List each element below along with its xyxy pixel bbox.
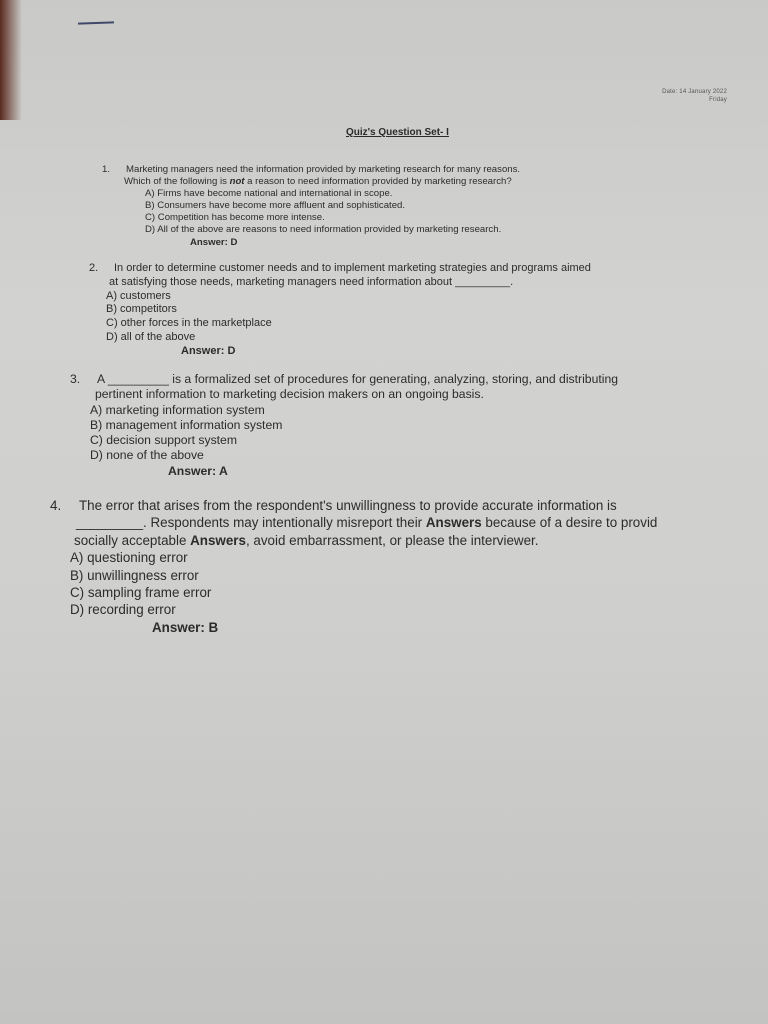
- option-b: B) Consumers have become more affluent and sophisticated.: [145, 200, 406, 212]
- question-1: [102, 164, 520, 249]
- question-stem-line: [124, 176, 520, 188]
- question-stem: A _________ is a formalized set of procedures for generating, analyzing, storing, and distributing: [97, 372, 618, 386]
- page-title: Quiz's Question Set- I: [346, 127, 449, 138]
- option-a: A) marketing information system: [90, 402, 265, 417]
- day-line: Friday: [709, 97, 727, 103]
- answer: Answer: A: [168, 463, 228, 478]
- option-d: D) none of the above: [90, 448, 204, 463]
- option-b: B) unwillingness error: [70, 567, 199, 583]
- option-c: C) other forces in the marketplace: [106, 317, 272, 330]
- question-number: 3.: [70, 372, 81, 386]
- option-c: C) sampling frame error: [70, 585, 212, 601]
- pen-mark: [78, 21, 114, 24]
- question-stem-line: at satisfying those needs, marketing managers need information about _________.: [109, 275, 514, 288]
- question-stem-line: pertinent information to marketing decision makers on an ongoing basis.: [95, 387, 484, 402]
- stem-text: _________. Respondents may intentionally misreport their: [76, 515, 426, 531]
- stem-text: , avoid embarrassment, or please the interviewer.: [245, 532, 539, 548]
- option-d: D) recording error: [70, 602, 176, 618]
- question-4: [50, 497, 657, 636]
- option-a: A) questioning error: [70, 550, 188, 566]
- question-stem: The error that arises from the respondent's unwillingness to provide accurate information is: [79, 498, 617, 513]
- question-stem-line: [76, 514, 657, 531]
- option-d: D) All of the above are reasons to need information provided by marketing research.: [145, 224, 502, 236]
- emphasis-text: not: [229, 176, 245, 188]
- option-b: B) management information system: [90, 417, 283, 432]
- page-edge-shadow: [0, 0, 22, 120]
- question-3: [70, 372, 618, 479]
- bold-text: Answers: [425, 515, 482, 531]
- answer: Answer: B: [152, 619, 219, 635]
- answer: Answer: D: [190, 236, 238, 248]
- option-b: B) competitors: [106, 303, 177, 316]
- question-stem: In order to determine customer needs and to implement marketing strategies and programs aimed: [114, 262, 591, 274]
- stem-text: a reason to need information provided by marketing research?: [244, 176, 512, 188]
- stem-text: because of a desire to provid: [481, 515, 658, 531]
- option-c: C) Competition has become more intense.: [145, 212, 325, 224]
- answer: Answer: D: [181, 344, 236, 357]
- option-a: A) customers: [106, 289, 171, 302]
- question-stem-line: [74, 532, 657, 549]
- option-c: C) decision support system: [90, 433, 237, 448]
- date-line: Date: 14 January 2022: [662, 89, 727, 95]
- bold-text: Answers: [190, 532, 246, 548]
- question-2: [89, 262, 591, 359]
- stem-text: Which of the following is: [124, 176, 230, 188]
- date-block: [612, 88, 727, 104]
- option-d: D) all of the above: [106, 330, 196, 343]
- question-number: 2.: [89, 262, 99, 274]
- question-number: 4.: [50, 498, 62, 513]
- question-stem: Marketing managers need the information provided by marketing research for many reasons.: [126, 164, 521, 175]
- question-number: 1.: [102, 164, 111, 175]
- stem-text: socially acceptable: [74, 532, 191, 548]
- option-a: A) Firms have become national and international in scope.: [145, 188, 393, 200]
